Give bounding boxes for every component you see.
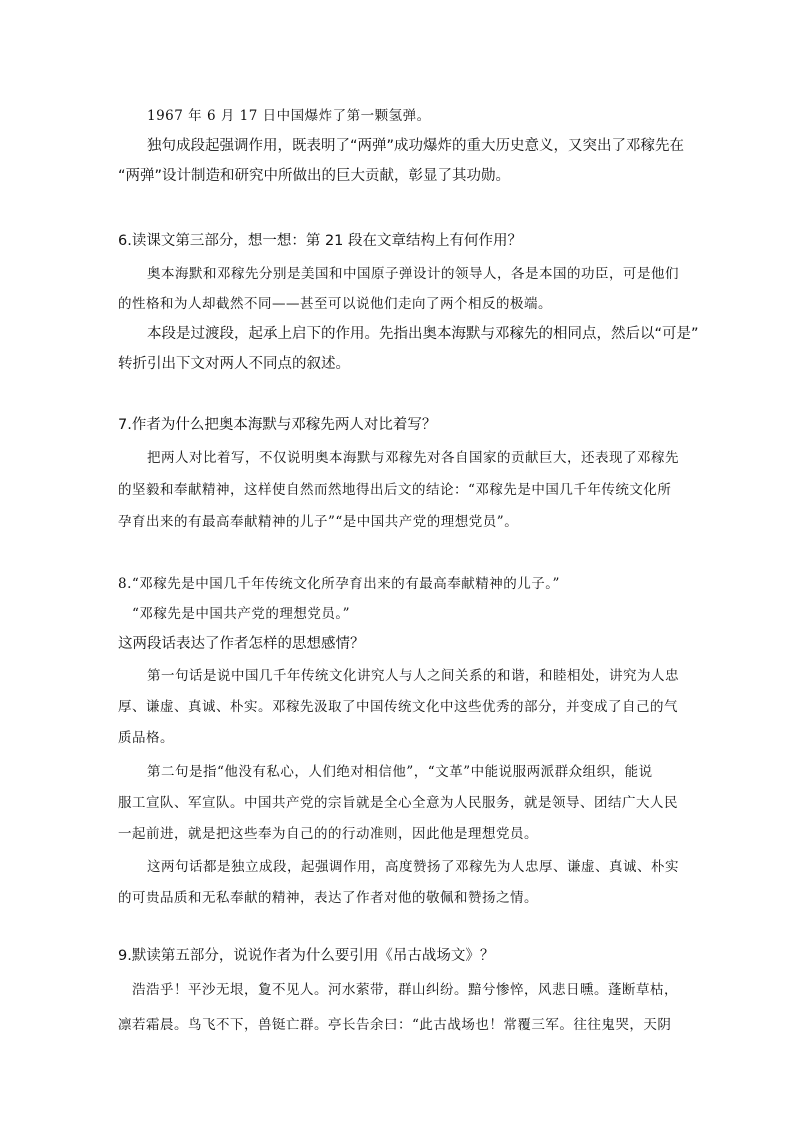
- answer-line: 孕育出来的有最高奉献精神的儿子”“是中国共产党的理想党员”。: [118, 514, 519, 530]
- answer-line: 独句成段起强调作用，既表明了“两弹”成功爆炸的重大历史意义，又突出了邓稼先在: [147, 138, 685, 154]
- answer-line: 这两句话都是独立成段，起强调作用，高度赞扬了邓稼先为人忠厚、谦虚、真诚、朴实: [147, 859, 679, 875]
- answer-line: 第二句是指“他没有私心，人们绝对相信他”，“文革”中能说服两派群众组织，能说: [147, 764, 653, 780]
- question-7: 7.作者为什么把奥本海默与邓稼先两人对比着写？: [118, 417, 437, 433]
- quote-line: 浩浩乎！平沙无垠，夐不见人。河水萦带，群山纠纷。黯兮惨悴，风悲日曛。蓬断草枯，: [132, 982, 678, 998]
- answer-line: 厚、谦虚、真诚、朴实。邓稼先汲取了中国传统文化中这些优秀的部分，并变成了自己的气: [118, 699, 678, 715]
- answer-line: 服工宣队、军宣队。中国共产党的宗旨就是全心全意为人民服务，就是领导、团结广大人民: [118, 795, 678, 811]
- answer-line: 的坚毅和奉献精神，这样使自然而然地得出后文的结论：“邓稼先是中国几千年传统文化所: [118, 482, 672, 498]
- answer-line: 第一句话是说中国几千年传统文化讲究人与人之间关系的和谐，和睦相处，讲究为人忠: [147, 668, 679, 684]
- question-6: 6.读课文第三部分，想一想：第 21 段在文章结构上有何作用？: [118, 233, 523, 249]
- text-line: 1967 年 6 月 17 日中国爆炸了第一颗氢弹。: [147, 108, 431, 124]
- quote-line: 奥本海默和邓稼先分别是美国和中国原子弹设计的领导人，各是本国的功臣，可是他们: [147, 266, 679, 282]
- quote-line: 凛若霜晨。鸟飞不下，兽铤亡群。亭长告余曰：“此古战场也！常覆三军。往往鬼哭，天阴: [118, 1017, 672, 1033]
- answer-line: 把两人对比着写，不仅说明奥本海默与邓稼先对各自国家的贡献巨大，还表现了邓稼先: [147, 450, 679, 466]
- answer-line: 质品格。: [118, 730, 174, 746]
- answer-line: 本段是过渡段，起承上启下的作用。先指出奥本海默与邓稼先的相同点，然后以“可是”: [147, 326, 699, 342]
- answer-line: 一起前进，就是把这些奉为自己的的行动准则，因此他是理想党员。: [118, 826, 538, 842]
- question-8-line: 这两段话表达了作者怎样的思想感情？: [118, 636, 365, 652]
- question-9: 9.默读第五部分，说说作者为什么要引用《吊古战场文》？: [118, 948, 495, 964]
- answer-line: “两弹”设计制造和研究中所做出的巨大贡献，彰显了其功勋。: [118, 168, 511, 184]
- quote-line: 的性格和为人却截然不同——甚至可以说他们走向了两个相反的极端。: [118, 296, 552, 312]
- question-8-line: “邓稼先是中国共产党的理想党员。”: [132, 606, 351, 622]
- question-8: 8.“邓稼先是中国几千年传统文化所孕育出来的有最高奉献精神的儿子。”: [118, 576, 560, 592]
- answer-line: 的可贵品质和无私奉献的精神，表达了作者对他的敬佩和赞扬之情。: [118, 890, 538, 906]
- answer-line: 转折引出下文对两人不同点的叙述。: [118, 356, 350, 372]
